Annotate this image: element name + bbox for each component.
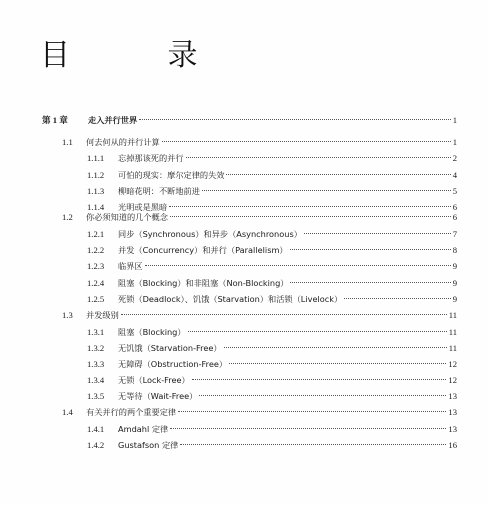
toc-section-row[interactable] (62, 137, 457, 149)
page-title: 目 录 (40, 38, 242, 73)
toc-page-number: 1 (452, 137, 457, 147)
toc-entry-number: 1.4.2 (87, 440, 105, 450)
toc-leader-dots (290, 282, 450, 283)
toc-page-number: 6 (452, 212, 457, 222)
toc-entry-number: 1.2.5 (87, 294, 105, 304)
toc-leader-dots (121, 314, 447, 315)
toc-entry-number: 1.3.3 (87, 359, 105, 369)
toc-subsection-row[interactable] (87, 229, 457, 241)
toc-entry-label: 阻塞（Blocking）和非阻塞（Non-Blocking） (118, 278, 289, 288)
toc-section-row[interactable] (62, 310, 457, 322)
toc-entry-number: 1.2 (62, 212, 73, 222)
toc-entry-number: 1.3.5 (87, 391, 105, 401)
toc-entry-number: 1.3.1 (87, 327, 105, 337)
toc-page-number: 16 (448, 440, 457, 450)
toc-subsection-row[interactable] (87, 170, 457, 182)
toc-leader-dots (180, 444, 446, 445)
toc-page-number: 12 (448, 359, 457, 369)
toc-entry-label: 无饥饿（Starvation-Free） (118, 343, 222, 353)
toc-entry-label: 走入并行世界 (88, 115, 138, 125)
toc-page-number: 4 (452, 170, 457, 180)
toc-entry-number: 第 1 章 (42, 115, 68, 125)
toc-entry-label: Gustafson 定律 (118, 440, 179, 450)
toc-leader-dots (202, 190, 451, 191)
toc-entry-label: 同步（Synchronous）和异步（Asynchronous） (118, 229, 302, 239)
toc-page-number: 13 (448, 407, 457, 417)
toc-entry-label: 阻塞（Blocking） (118, 327, 186, 337)
toc-leader-dots (192, 379, 447, 380)
toc-subsection-row[interactable] (87, 186, 457, 198)
toc-page-number: 12 (448, 375, 457, 385)
toc-entry-label: 有关并行的两个重要定律 (86, 407, 177, 417)
toc-entry-label: 柳暗花明：不断地前进 (118, 186, 200, 196)
toc-subsection-row[interactable] (87, 245, 457, 257)
toc-section-row[interactable] (62, 407, 457, 419)
toc-page-number: 11 (448, 343, 457, 353)
toc-entry-number: 1.2.4 (87, 278, 105, 288)
toc-entry-label: 死锁（Deadlock）、饥饿（Starvation）和活锁（Livelock） (118, 294, 343, 304)
toc-page-number: 11 (448, 310, 457, 320)
toc-leader-dots (229, 363, 446, 364)
toc-leader-dots (304, 233, 451, 234)
toc-entry-label: 无障碍（Obstruction-Free） (118, 359, 228, 369)
toc-page-number: 13 (448, 391, 457, 401)
toc-page-number: 2 (452, 153, 457, 163)
toc-leader-dots (139, 119, 451, 120)
toc-entry-label: 你必须知道的几个概念 (86, 212, 168, 222)
toc-entry-number: 1.1.3 (87, 186, 105, 196)
toc-leader-dots (186, 157, 451, 158)
toc-entry-label: 临界区 (118, 261, 143, 271)
toc-entry-number: 1.2.1 (87, 229, 105, 239)
toc-entry-number: 1.2.3 (87, 261, 105, 271)
toc-chapter-row[interactable] (42, 115, 457, 127)
toc-leader-dots (344, 298, 451, 299)
toc-page-number: 11 (448, 327, 457, 337)
toc-page-number: 1 (452, 115, 457, 125)
toc-entry-label: 光明或是黑暗 (118, 202, 168, 212)
toc-page-number: 13 (448, 424, 457, 434)
toc-subsection-row[interactable] (87, 153, 457, 165)
toc-leader-dots (290, 249, 451, 250)
toc-entry-number: 1.1.4 (87, 202, 105, 212)
toc-page-number: 6 (452, 202, 457, 212)
toc-section-row[interactable] (62, 212, 457, 224)
toc-leader-dots (224, 347, 447, 348)
toc-entry-label: Amdahl 定律 (118, 424, 169, 434)
toc-entry-label: 何去何从的并行计算 (86, 137, 160, 147)
toc-entry-label: 无等待（Wait-Free） (118, 391, 198, 401)
toc-page-number: 7 (452, 229, 457, 239)
toc-page-number: 5 (452, 186, 457, 196)
toc-entry-number: 1.4 (62, 407, 73, 417)
toc-entry-number: 1.1 (62, 137, 73, 147)
toc-leader-dots (199, 395, 446, 396)
toc-subsection-row[interactable] (87, 359, 457, 371)
toc-leader-dots (178, 411, 446, 412)
toc-page-number: 9 (452, 294, 457, 304)
toc-leader-dots (226, 174, 450, 175)
toc-leader-dots (170, 428, 446, 429)
toc-subsection-row[interactable] (87, 261, 457, 273)
toc-leader-dots (169, 206, 451, 207)
toc-subsection-row[interactable] (87, 391, 457, 403)
toc-subsection-row[interactable] (87, 343, 457, 355)
toc-leader-dots (188, 331, 447, 332)
toc-entry-number: 1.3 (62, 310, 73, 320)
toc-subsection-row[interactable] (87, 375, 457, 387)
toc-page-number: 9 (452, 261, 457, 271)
toc-leader-dots (145, 265, 451, 266)
toc-leader-dots (162, 141, 451, 142)
toc-entry-label: 可怕的现实：摩尔定律的失效 (118, 170, 225, 180)
toc-entry-number: 1.1.2 (87, 170, 105, 180)
toc-entry-label: 忘掉那该死的并行 (118, 153, 184, 163)
toc-page-number: 8 (452, 245, 457, 255)
toc-subsection-row[interactable] (87, 440, 457, 452)
toc-entry-number: 1.1.1 (87, 153, 105, 163)
toc-entry-label: 并发级别 (86, 310, 119, 320)
toc-page-number: 9 (452, 278, 457, 288)
toc-subsection-row[interactable] (87, 327, 457, 339)
toc-subsection-row[interactable] (87, 294, 457, 306)
toc-entry-number: 1.2.2 (87, 245, 105, 255)
toc-entry-label: 并发（Concurrency）和并行（Parallelism） (118, 245, 288, 255)
toc-subsection-row[interactable] (87, 424, 457, 436)
toc-entry-number: 1.3.4 (87, 375, 105, 385)
toc-entry-label: 无锁（Lock-Free） (118, 375, 190, 385)
toc-entry-number: 1.3.2 (87, 343, 105, 353)
toc-subsection-row[interactable] (87, 278, 457, 290)
toc-leader-dots (170, 216, 451, 217)
toc-entry-number: 1.4.1 (87, 424, 105, 434)
